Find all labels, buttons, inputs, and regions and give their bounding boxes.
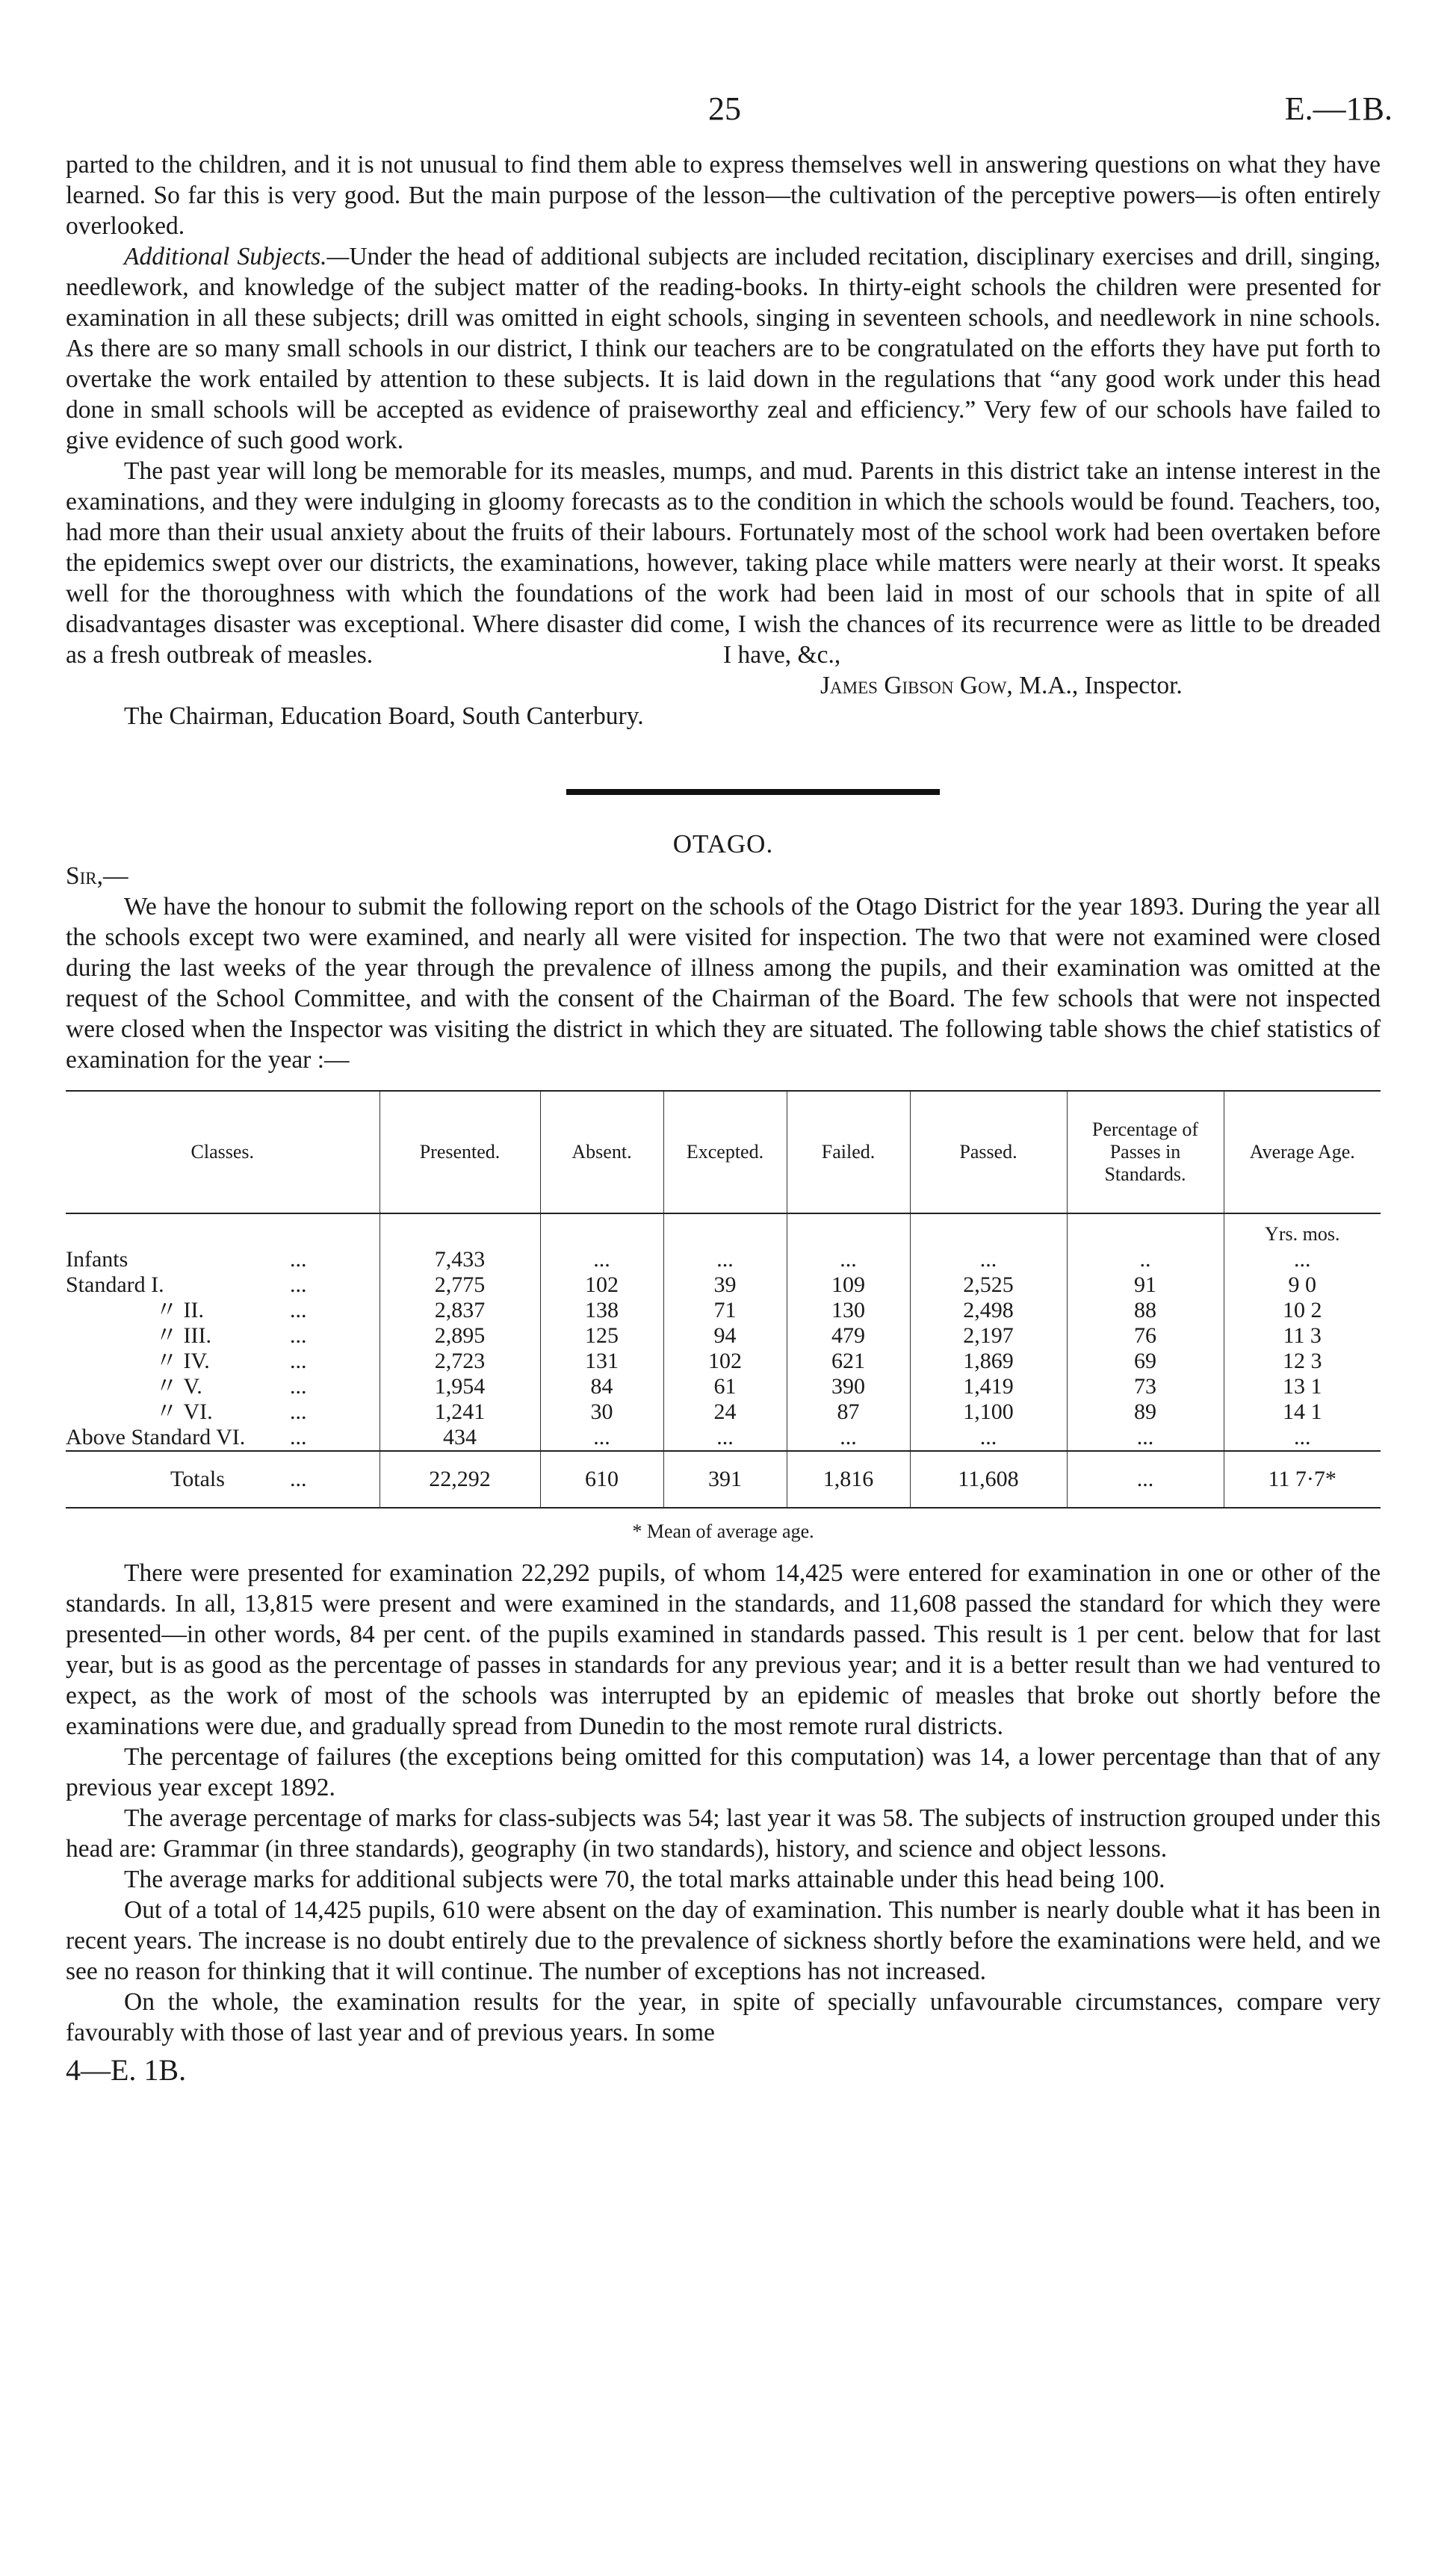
- cell-absent: ...: [540, 1425, 663, 1451]
- cell-presented: 434: [380, 1425, 540, 1451]
- row-label: 〃 III. ...: [155, 1323, 307, 1348]
- table-header-row: [66, 1091, 1381, 1213]
- cell-absent: 610: [540, 1451, 663, 1508]
- paragraph: The average marks for additional subjects were 70, the total marks attainable under this head being 100.: [124, 1866, 1165, 1893]
- cell-failed: 621: [787, 1349, 910, 1374]
- cell-excepted: 61: [663, 1374, 787, 1399]
- intro-paragraph: We have the honour to submit the following report on the schools of the Otago District for the year 1893. During the year all the schools except two were examined, and nearly all were visited for inspection. The two that were not examined were closed during the last weeks of the year through the prevalence of illness among the pupils, and their examination was omitted at the request of the School Committee, and with the consent of the Chairman of the Board. The few schools that were not inspected were closed when the Inspector was visiting the district in which they are situated. The following table shows the chief statistics of examination for the year :—: [66, 893, 1381, 1074]
- row-label: Above Standard VI. ...: [66, 1425, 307, 1449]
- page-number: 25: [708, 90, 741, 127]
- row-label: 〃 V. ...: [155, 1374, 307, 1399]
- cell-presented: 1,954: [380, 1374, 540, 1399]
- cell-presented: 7,433: [380, 1247, 540, 1272]
- table-row: [66, 1298, 1381, 1323]
- cell-percentage: ...: [1067, 1425, 1224, 1451]
- table-row: [66, 1323, 1381, 1349]
- cell-failed: 87: [787, 1399, 910, 1425]
- cell-excepted: ...: [663, 1425, 787, 1451]
- page-header: [66, 90, 1393, 149]
- cell-percentage: 91: [1067, 1272, 1224, 1298]
- cell-passed: 2,498: [910, 1298, 1067, 1323]
- paragraph: The percentage of failures (the exceptions being omitted for this computation) was 14, a lower percentage than that of any previous year except 1892.: [66, 1743, 1381, 1801]
- column-header: Absent.: [540, 1091, 663, 1213]
- table-row: [66, 1425, 1381, 1451]
- signature-mark: 4—E. 1B.: [66, 2053, 187, 2087]
- paragraph: The average percentage of marks for class-subjects was 54; last year it was 58. The subjects of instruction grouped under this head are: Grammar (in three standards), geography (in two standards), history, and science and object lessons.: [66, 1804, 1381, 1863]
- paragraph-text: Under the head of additional subjects are included recitation, disciplinary exercises and drill, singing, needlework, and knowledge of the subject matter of the reading-books. In thirty-eight schools the children were presented for examination in all these subjects; drill was omitted in eight schools, singing in seventeen schools, and needlework in nine schools. As there are so many small schools in our district, I think our teachers are to be congratulated on the efforts they have put forth to overtake the work entailed by attention to these subjects. It is laid down in the regulations that “any good work under this head done in small schools will be accepted as evidence of praiseworthy zeal and efficiency.” Very few of our schools have failed to give evidence of such good work.: [66, 243, 1381, 454]
- row-label: Standard I. ...: [66, 1272, 307, 1297]
- cell-passed: 1,100: [910, 1399, 1067, 1425]
- document-reference: E.—1B.: [1284, 90, 1393, 127]
- cell-failed: 1,816: [787, 1451, 910, 1508]
- canterbury-report-end: [66, 149, 1381, 762]
- totals-label: Totals ...: [66, 1451, 380, 1508]
- paragraph: On the whole, the examination results for the year, in spite of specially unfavourable circumstances, compare very favourably with those of last year and of previous years. In some: [66, 1988, 1381, 2046]
- cell-average-age: ...: [1224, 1425, 1381, 1451]
- age-units: Yrs. mos.: [1224, 1213, 1381, 1247]
- table-row: [66, 1349, 1381, 1374]
- table-footnote: * Mean of average age.: [632, 1520, 814, 1542]
- cell-presented: 2,895: [380, 1323, 540, 1349]
- cell-failed: ...: [787, 1247, 910, 1272]
- cell-average-age: ...: [1224, 1247, 1381, 1272]
- cell-passed: 11,608: [910, 1451, 1067, 1508]
- cell-average-age: 12 3: [1224, 1349, 1381, 1374]
- table-row: [66, 1374, 1381, 1399]
- paragraph: Out of a total of 14,425 pupils, 610 were absent on the day of examination. This number is nearly double what it has been in recent years. The increase is no doubt entirely due to the prevalence of sickness shortly before the examinations were held, and we see no reason for thinking that it will continue. The number of exceptions has not increased.: [66, 1896, 1381, 1985]
- cell-percentage: ...: [1067, 1451, 1224, 1508]
- paragraph: parted to the children, and it is not unusual to find them able to express themselves well in answering questions on what they have learned. So far this is very good. But the main purpose of the lesson—the cultivation of the perceptive powers—is often entirely overlooked.: [66, 151, 1381, 240]
- cell-average-age: 11 7·7*: [1224, 1451, 1381, 1508]
- closing: I have, &c.,: [723, 641, 841, 669]
- cell-excepted: 24: [663, 1399, 787, 1425]
- column-header: Failed.: [787, 1091, 910, 1213]
- cell-failed: 479: [787, 1323, 910, 1349]
- cell-percentage: 76: [1067, 1323, 1224, 1349]
- cell-presented: 2,775: [380, 1272, 540, 1298]
- cell-failed: 109: [787, 1272, 910, 1298]
- cell-passed: 2,525: [910, 1272, 1067, 1298]
- cell-passed: 1,419: [910, 1374, 1067, 1399]
- cell-failed: 390: [787, 1374, 910, 1399]
- document-page: [66, 90, 1393, 2088]
- cell-passed: ...: [910, 1247, 1067, 1272]
- cell-average-age: 13 1: [1224, 1374, 1381, 1399]
- row-label: 〃 II. ...: [155, 1298, 307, 1322]
- cell-excepted: 94: [663, 1323, 787, 1349]
- statistics-table: [66, 1090, 1381, 1509]
- cell-percentage: 88: [1067, 1298, 1224, 1323]
- cell-absent: 30: [540, 1399, 663, 1425]
- cell-average-age: 14 1: [1224, 1399, 1381, 1425]
- cell-average-age: 11 3: [1224, 1323, 1381, 1349]
- cell-failed: ...: [787, 1425, 910, 1451]
- cell-excepted: 39: [663, 1272, 787, 1298]
- row-label: 〃 VI. ...: [155, 1399, 307, 1424]
- column-header: Excepted.: [663, 1091, 787, 1213]
- paragraph: The past year will long be memorable for its measles, mumps, and mud. Parents in this district take an intense interest in the examinations, and they were indulging in gloomy forecasts as to the condition in which the schools would be found. Teachers, too, had more than their usual anxiety about the fruits of their labours. Fortunately most of the school work had been overtaken before the epidemics swept over our districts, the examinations, however, taking place while matters were nearly at their worst. It speaks well for the thoroughness with which the foundations of the work had been laid in most of our schools that in spite of all disadvantages disaster was exceptional. Where disaster did come, I wish the chances of its recurrence were as little to be dreaded as a fresh outbreak of measles.: [66, 457, 1381, 669]
- cell-excepted: 102: [663, 1349, 787, 1374]
- signature-title: , M.A., Inspector.: [1006, 672, 1183, 699]
- row-label: Infants ...: [66, 1247, 307, 1272]
- section-divider: [566, 789, 940, 795]
- cell-presented: 2,837: [380, 1298, 540, 1323]
- salutation: Sir,—: [66, 862, 128, 890]
- column-header: Percentage of Passes in Standards.: [1067, 1091, 1224, 1213]
- cell-excepted: ...: [663, 1247, 787, 1272]
- cell-absent: 84: [540, 1374, 663, 1399]
- row-label: 〃 IV. ...: [155, 1349, 307, 1373]
- cell-presented: 2,723: [380, 1349, 540, 1374]
- cell-excepted: 71: [663, 1298, 787, 1323]
- totals-row: [66, 1451, 1381, 1508]
- cell-absent: 125: [540, 1323, 663, 1349]
- cell-presented: 1,241: [380, 1399, 540, 1425]
- cell-absent: 102: [540, 1272, 663, 1298]
- cell-absent: 138: [540, 1298, 663, 1323]
- column-header: Passed.: [910, 1091, 1067, 1213]
- cell-percentage: ..: [1067, 1247, 1224, 1272]
- signature-name: James Gibson Gow: [820, 672, 1007, 699]
- cell-excepted: 391: [663, 1451, 787, 1508]
- addressee: The Chairman, Education Board, South Canterbury.: [124, 702, 644, 730]
- cell-average-age: 9 0: [1224, 1272, 1381, 1298]
- section-title: OTAGO.: [672, 829, 774, 858]
- column-header: Average Age.: [1224, 1091, 1381, 1213]
- cell-average-age: 10 2: [1224, 1298, 1381, 1323]
- cell-absent: 131: [540, 1349, 663, 1374]
- cell-passed: 2,197: [910, 1323, 1067, 1349]
- subheading: Additional Subjects.—: [124, 243, 350, 270]
- paragraph-additional-subjects: [66, 241, 1381, 456]
- cell-percentage: 89: [1067, 1399, 1224, 1425]
- cell-passed: ...: [910, 1425, 1067, 1451]
- column-header: Presented.: [380, 1091, 540, 1213]
- cell-absent: ...: [540, 1247, 663, 1272]
- cell-presented: 22,292: [380, 1451, 540, 1508]
- cell-failed: 130: [787, 1298, 910, 1323]
- cell-percentage: 69: [1067, 1349, 1224, 1374]
- cell-percentage: 73: [1067, 1374, 1224, 1399]
- otago-report: [66, 828, 1381, 2048]
- table-row: [66, 1247, 1381, 1272]
- addressee-line: [66, 702, 1381, 762]
- cell-passed: 1,869: [910, 1349, 1067, 1374]
- units-row: [66, 1213, 1381, 1247]
- paragraph: There were presented for examination 22,292 pupils, of whom 14,425 were entered for examination in one or other of the standards. In all, 13,815 were present and were examined in the standards, and 11,608 passed the standard for which they were presented—in other words, 84 per cent. of the pupils examined in standards passed. This result is 1 per cent. below that for last year, but is as good as the percentage of passes in standards for any previous year; and it is a better result than we had ventured to expect, as the work of most of the schools was interrupted by an epidemic of measles that broke out shortly before the examinations were due, and gradually spread from Dunedin to the most remote rural districts.: [66, 1559, 1381, 1740]
- table-row: [66, 1272, 1381, 1298]
- column-header: Classes.: [66, 1091, 380, 1213]
- table-row: [66, 1399, 1381, 1425]
- closing-line: [66, 641, 1381, 701]
